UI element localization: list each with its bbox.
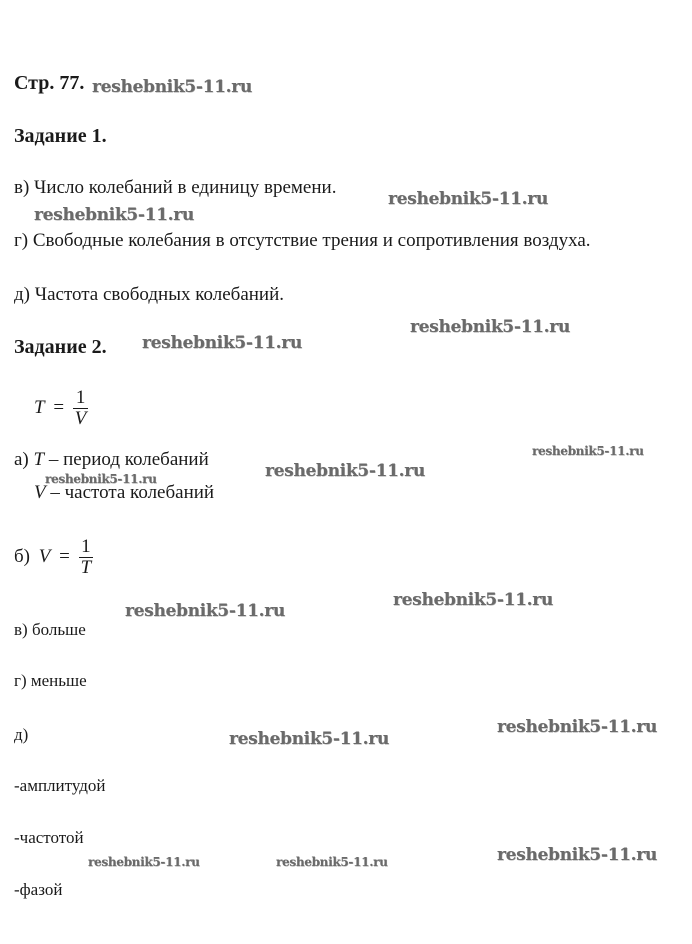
watermark: reshebnik5-11.ru: [388, 189, 548, 209]
watermark: reshebnik5-11.ru: [229, 729, 389, 749]
watermark: reshebnik5-11.ru: [393, 590, 553, 610]
watermark: reshebnik5-11.ru: [92, 77, 252, 97]
formula-period-denominator: V: [74, 407, 87, 429]
task2-item-b: [14, 537, 93, 578]
task1-title: Задание 1.: [14, 125, 107, 147]
task2-item-b-prefix: б): [14, 545, 30, 567]
task2-item-g: г) меньше: [14, 671, 87, 690]
formula-frequency-numerator: 1: [79, 537, 94, 558]
watermark: reshebnik5-11.ru: [497, 845, 657, 865]
task1-item-g: г) Свободные колебания в отсутствие трения и сопротивления воздуха.: [14, 230, 591, 251]
watermark: reshebnik5-11.ru: [532, 444, 644, 458]
task2-item-a-text: – период колебаний: [48, 449, 209, 470]
formula-frequency-denominator: T: [80, 556, 92, 578]
task2-item-v: в) больше: [14, 620, 86, 639]
formula-frequency-fraction: [79, 537, 94, 578]
task2-title: Задание 2.: [14, 336, 107, 358]
formula-frequency-left: V: [38, 545, 51, 567]
task1-item-v: в) Число колебаний в единицу времени.: [14, 177, 337, 198]
formula-frequency-eq: =: [59, 545, 70, 567]
list-item-amplitude: -амплитудой: [14, 776, 106, 795]
watermark: reshebnik5-11.ru: [142, 333, 302, 353]
watermark: reshebnik5-11.ru: [276, 855, 388, 869]
task2-item-a2-text: – частота колебаний: [50, 482, 215, 503]
task2-item-a-prefix: а): [14, 449, 29, 470]
formula-period-numerator: 1: [73, 388, 89, 409]
task2-item-a2-symbol: V: [34, 482, 46, 503]
list-item-frequency: -частотой: [14, 828, 84, 847]
watermark: reshebnik5-11.ru: [497, 717, 657, 737]
page-header: Стр. 77.: [14, 72, 85, 94]
task2-item-a-symbol: T: [33, 449, 45, 470]
task1-item-d: д) Частота свободных колебаний.: [14, 284, 285, 305]
task2-item-a: [14, 449, 209, 471]
watermark: reshebnik5-11.ru: [88, 855, 200, 869]
watermark: reshebnik5-11.ru: [125, 601, 285, 621]
watermark: reshebnik5-11.ru: [265, 461, 425, 481]
task2-item-d: д): [14, 725, 29, 744]
watermark: reshebnik5-11.ru: [410, 317, 570, 337]
formula-period-eq: =: [53, 396, 65, 418]
formula-period: [34, 388, 88, 429]
list-item-phase: -фазой: [14, 880, 63, 899]
formula-period-left: T: [34, 396, 45, 418]
formula-period-fraction: [73, 388, 89, 429]
watermark: reshebnik5-11.ru: [34, 205, 194, 225]
watermark: reshebnik5-11.ru: [45, 472, 157, 486]
